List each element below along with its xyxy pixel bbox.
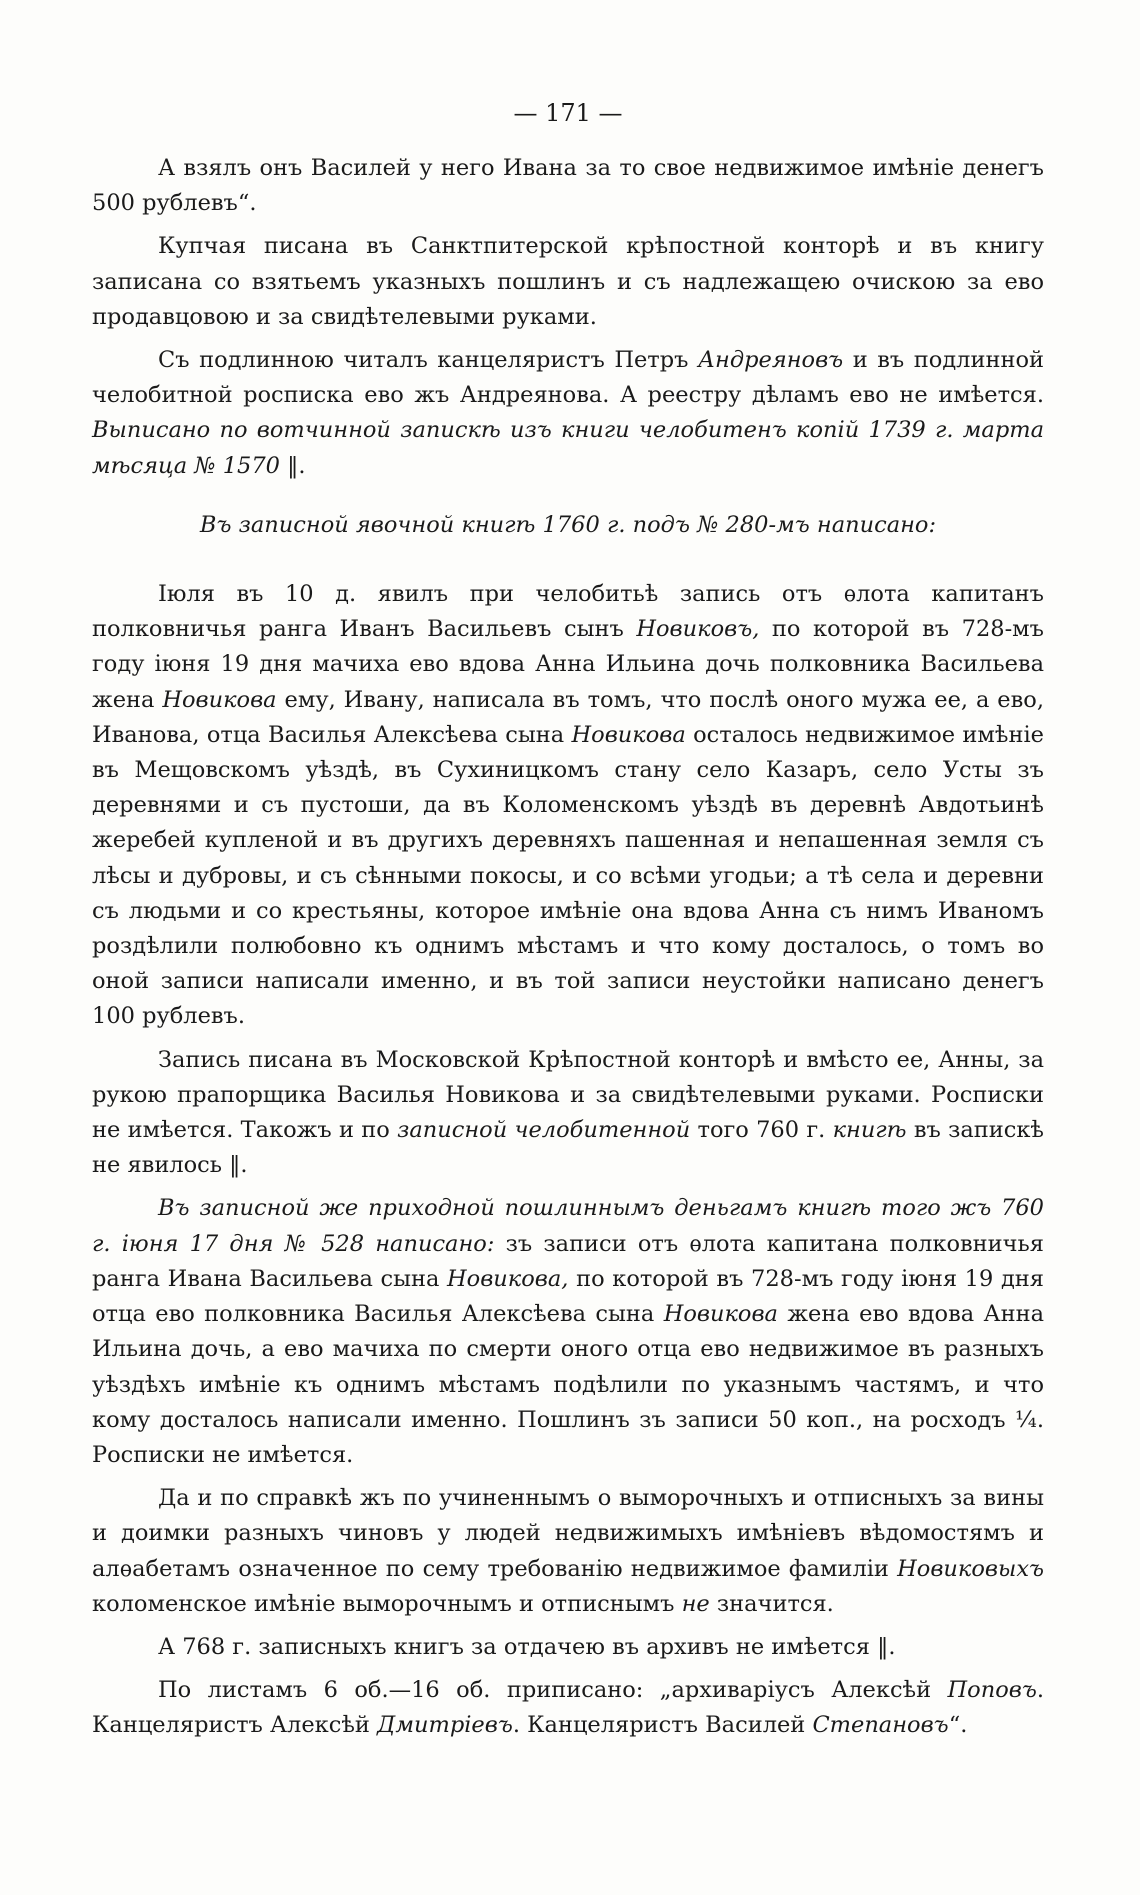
italic-text: Степановъ: [812, 1712, 949, 1739]
text: Запись писана въ Московской Крѣпостной конторѣ и вмѣсто ее, Анны, за рукою прапорщика Василья Новикова и за свидѣтелевыми руками. Росписки не имѣется. Такожъ и по: [92, 1046, 1044, 1144]
paragraph: [92, 577, 1044, 1035]
text: Съ подлинною читалъ канцеляристъ Петръ: [158, 347, 698, 374]
italic-text: Новикова: [663, 1301, 778, 1328]
italic-text: не: [681, 1590, 710, 1617]
text: по которой въ 728-мъ году іюня 19 дня отца ево полковника Василья Алексѣева сына: [92, 1265, 1044, 1328]
italic-text: Новиковыхъ: [897, 1555, 1044, 1582]
text: Іюля въ 10 д. явилъ при челобитьѣ запись отъ ѳлота капитанъ полковничья ранга Иванъ Васильевъ сынъ: [92, 581, 1044, 643]
text: . Канцеляристъ Алексѣй: [92, 1677, 1044, 1739]
body-text: [92, 151, 1044, 1744]
text: осталось недвижимое имѣніе въ Мещовскомъ уѣздѣ, въ Сухиницкомъ стану село Казаръ, село Усты зъ деревнями и съ пустоши, да въ Коломенскомъ уѣздѣ въ деревнѣ Авдотьинѣ жеребей купленой и въ другихъ деревняхъ пашенная и непашенная земля съ лѣсы и дубровы, и съ сѣнными покосы, и со всѣми угодьи; а тѣ села и деревни съ людьми и со крестьяны, которое имѣніе она вдова Анна съ нимъ Иваномъ роздѣлили полюбовно къ однимъ мѣстамъ и что кому досталось, о томъ во оной записи написали именно, и въ той записи неустойки написано денегъ 100 рублевъ.: [92, 721, 1044, 1030]
text: По листамъ 6 об.—16 об. приписано: „архиваріусъ Алексѣй: [158, 1677, 948, 1704]
text: А 768 г. записныхъ книгъ за отдачею въ архивъ не имѣется ‖.: [158, 1633, 896, 1660]
text: коломенское имѣніе выморочнымъ и отписнымъ: [92, 1590, 682, 1617]
page-number: — 171 —: [513, 99, 623, 127]
italic-text: Дмитріевъ: [377, 1712, 513, 1739]
text: Да и по справкѣ жъ по учиненнымъ о выморочныхъ и отписныхъ за вины и доимки разныхъ чиновъ у людей недвижимыхъ имѣніевъ вѣдомостямъ и алѳабетамъ означенное по сему требованію недвижимое фамиліи: [92, 1485, 1044, 1582]
italic-text: Новикова,: [447, 1265, 569, 1292]
paragraph: [92, 1673, 1044, 1743]
italic-text: Новикова: [571, 721, 686, 748]
text: Купчая писана въ Санктпитерской крѣпостной конторѣ и въ книгу записана со взятьемъ указныхъ пошлинъ и съ надлежащею очискою за ево продавцовою и за свидѣтелевыми руками.: [92, 233, 1044, 330]
text: въ запискѣ не явилось ‖.: [92, 1117, 1044, 1179]
paragraph: [92, 151, 1044, 221]
document-page: [92, 96, 1044, 1752]
text: ему, Ивану, написала въ томъ, что послѣ оного мужа ее, а ево, Иванова, отца Василья Алексѣева сына: [92, 686, 1044, 748]
paragraph: [92, 229, 1044, 335]
text: “.: [948, 1712, 968, 1739]
paragraph: [92, 1191, 1044, 1473]
text: А взялъ онъ Василей у него Ивана за то свое недвижимое имѣніе денегъ 500 рублевъ“.: [92, 155, 1044, 217]
italic-text: Новикова: [162, 686, 277, 713]
text: зъ записи отъ ѳлота капитана полковничья ранга Ивана Васильева сына: [92, 1230, 1044, 1292]
italic-text: записной челобитенной: [397, 1117, 691, 1144]
text: по которой въ 728-мъ году іюня 19 дня мачиха ево вдова Анна Ильина дочь полковника Васильева жена: [92, 616, 1044, 713]
italic-text: Въ записной же приходной пошлиннымъ деньгамъ книгѣ того жъ 760 г. іюня 17 дня № 528 написано:: [92, 1195, 1044, 1257]
italic-text: Андреяновъ: [697, 347, 844, 374]
paragraph: [92, 1630, 1044, 1665]
text: жена ево вдова Анна Ильина дочь, а ево мачиха по смерти оного отца ево недвижимое въ разныхъ уѣздѣхъ имѣніе къ однимъ мѣстамъ подѣлили по указнымъ частямъ, и что кому досталось написали именно. Пошлинъ зъ записи 50 коп., на росходъ ¼. Росписки не имѣется.: [92, 1301, 1044, 1468]
text: и въ подлинной челобитной росписка ево жъ Андреянова. А реестру дѣламъ ево не имѣется.: [92, 347, 1044, 409]
paragraph: [92, 1481, 1044, 1622]
italic-text: Поповъ: [947, 1677, 1037, 1704]
text: ‖.: [279, 452, 306, 479]
text: значится.: [709, 1590, 834, 1617]
italic-text: книгѣ: [832, 1117, 907, 1144]
italic-text: Выписано по вотчинной запискѣ изъ книги челобитенъ копій 1739 г. марта мѣсяца № 1570: [92, 417, 1044, 479]
italic-text: Новиковъ,: [636, 616, 760, 643]
italic-text: Въ записной явочной книгѣ 1760 г. подъ № 280-мъ написано:: [199, 511, 937, 538]
paragraph: [92, 343, 1044, 484]
paragraph: [92, 1043, 1044, 1184]
text: того 760 г.: [690, 1117, 833, 1144]
text: . Канцеляристъ Василей: [512, 1712, 813, 1739]
section-heading: [92, 508, 1044, 543]
